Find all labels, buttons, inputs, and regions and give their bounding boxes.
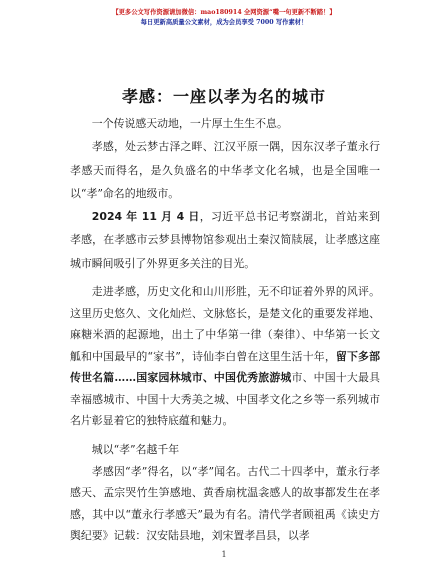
- document-body: [70, 112, 380, 547]
- visit-date: 2024 年 11 月 4 日: [91, 210, 200, 224]
- visit-text: ，习近平总书记考察湖北，首站来到孝感，在孝感市云梦县博物馆参观出土秦汉简牍展，让孝感这座城市瞬间吸引了外界更多关注的目光。: [70, 210, 380, 270]
- promo-banner-line-2: 每日更新高质量公文素材，成为会员享受 7000 写作素材！: [140, 19, 308, 26]
- page-number: 1: [221, 550, 227, 559]
- paragraph-city-origin: 孝感，处云梦古泽之畔、江汉平原一隅，因东汉孝子董永行孝感天而得名，是久负盛名的中华孝文化名城，也是全国唯一以“孝”命名的地级市。: [70, 140, 380, 200]
- paragraph-intro: 一个传说感天动地，一片厚土生生不息。: [91, 117, 288, 130]
- paragraph-visit: [70, 205, 380, 275]
- section-heading: 城以“孝”名越千年: [91, 442, 180, 456]
- promo-banner-line-1: 【更多公文写作资源请加微信：mao180914 全网资源“嘴一句更新不断踏！】: [112, 9, 336, 16]
- document-title: 孝感：一座以孝为名的城市: [121, 87, 326, 106]
- history-text-a: 走进孝感，历史文化和山川形胜，无不印证着外界的风评。这里历史悠久、文化灿烂、文脉悠长，是楚文化的重要发祥地、麻糖米酒的起源地，出土了中华第一律（秦律）、中华第一长文觚和中国最早的“家书”，诗仙李白曾在这里生活十年，: [70, 285, 380, 363]
- history-text-b: 市、中国十大最具幸福感城市、中国十大秀美之城、中国孝文化之乡等一系列城市名片彰显着它的独特底蕴和魅力。: [70, 371, 380, 428]
- history-text-bold: 留下多部传世名篇……国家园林城市、中国优秀旅游城: [70, 349, 380, 385]
- paragraph-filial-piety: 孝感因“孝”得名，以“孝”闻名。古代二十四孝中，董永行孝感天、孟宗哭竹生笋感地、黄香扇枕温衾感人的故事都发生在孝感，其中以“董永行孝感天”最为有名。清代学者顾祖禹《读史方舆纪要》记载：汉安陆县地，刘宋置孝昌县，以孝: [70, 464, 380, 543]
- paragraph-history: [70, 281, 380, 432]
